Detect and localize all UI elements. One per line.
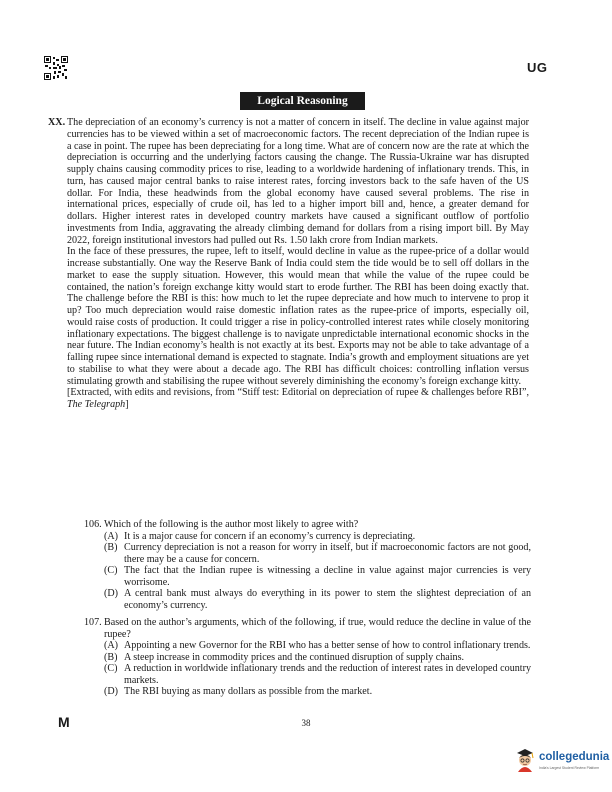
source-prefix: [Extracted, with edits and revisions, from “Stiff test: Editorial on depreciation of rupee & challenges before RBI”, — [67, 387, 529, 399]
question-text: Based on the author’s arguments, which of the following, if true, would reduce the decline in value of the rupee? — [104, 617, 531, 640]
logo-tagline: India's Largest Student Review Platform — [539, 766, 600, 770]
option-label: (D) — [104, 686, 119, 697]
option-label: (B) — [104, 542, 118, 553]
option-d — [104, 588, 531, 611]
option-text: It is a major cause for concern if an economy’s currency is depreciating. — [124, 530, 416, 542]
passage-paragraph-1: The depreciation of an economy’s currency is not a matter of concern in itself. The decline in value against major currencies has to be viewed within a set of macroeconomic factors. The recent depreciation of the Indian rupee is a case in point. The rupee has been depreciating for a long time. What are of concern now are the rate at which the depreciation is occurring and the underlying factors causing the change. The Russia-Ukraine war has disrupted supply chains causing commodity prices to rise, leading to a worldwide hardening of inflationary trends. This, in turn, has caused major central banks to raise interest rates, forcing investors back to the safe haven of the US dollar. For India, these headwinds from the global economy have caused several problems. The rise in international prices, especially of crude oil, has led to a higher import bill and, hence, a greater demand for dollars. Higher interest rates in developed country markets have caused a significant outflow of portfolio investments from India, aggravating the already climbing demand for dollars from a rising import bill. By May 2022, foreign institutional investors had pulled out Rs. 1.50 lakh crore from Indian markets. — [67, 117, 529, 246]
option-label: (C) — [104, 565, 118, 576]
source-suffix: ] — [125, 399, 129, 410]
option-label: (D) — [104, 588, 119, 599]
option-label: (A) — [104, 640, 119, 651]
option-text: A reduction in worldwide inflationary trends and the reduction of interest rates in developed country markets. — [124, 663, 531, 686]
option-c — [104, 663, 531, 686]
passage — [48, 117, 529, 411]
option-label: (C) — [104, 663, 118, 674]
option-text: A steep increase in commodity prices and the continued disruption of supply chains. — [124, 651, 465, 663]
source-publication: The Telegraph — [67, 399, 126, 410]
option-label: (A) — [104, 530, 119, 542]
option-text: The fact that the Indian rupee is witnessing a decline in value against major currencies is very worrisome. — [124, 565, 531, 588]
mascot-icon — [512, 745, 538, 775]
question-number: 107. — [84, 617, 102, 628]
booklet-code: M — [58, 714, 70, 730]
question-107 — [84, 617, 531, 698]
option-b — [104, 652, 531, 664]
option-a — [104, 640, 531, 652]
question-list — [84, 519, 531, 698]
qr-code-icon — [44, 56, 68, 80]
option-text: Currency depreciation is not a reason for worry in itself, but if macroeconomic factors are not good, there may be a cause for concern. — [124, 542, 531, 565]
option-text: A central bank must always do everything in its power to stem the slightest depreciation of an economy’s currency. — [124, 588, 531, 611]
option-text: Appointing a new Governor for the RBI who has a better sense of how to control inflationary trends. — [124, 640, 531, 651]
option-d — [104, 686, 531, 698]
section-title: Logical Reasoning — [240, 92, 365, 110]
option-c — [104, 565, 531, 588]
option-b — [104, 542, 531, 565]
question-106 — [84, 519, 531, 611]
option-a — [104, 531, 531, 543]
option-label: (B) — [104, 651, 118, 663]
question-text: Which of the following is the author most likely to agree with? — [104, 519, 359, 530]
logo-text: collegedunia — [539, 751, 610, 763]
option-text: The RBI buying as many dollars as possible from the market. — [124, 686, 373, 697]
passage-paragraph-2: In the face of these pressures, the rupee, left to itself, would decline in value as the rupee-price of a dollar would increase substantially. One way the Reserve Bank of India could stem the tide would be to sell off dollars in the market to ease the supply situation. However, this would mean that while the value of the rupee could be contained, the nation’s foreign exchange kitty would start to erode further. The RBI has been doing exactly that. The challenge before the RBI is this: how much to let the rupee depreciate and how much to intervene to prop it up? Too much depreciation would raise domestic inflation rates as the rupee-price of imports, especially oil, would raise costs of production. It could trigger a rise in policy-controlled interest rates while closely monitoring inflationary expectations. The biggest challenge is to navigate unpredictable international economic shocks in the near future. The Indian economy’s health is not exactly at its best. Exports may not be able to take advantage of a falling rupee since international demand is expected to stagnate. India’s growth and employment situations are yet to stabilise to what they were about a decade ago. The RBI has difficult choices: controlling inflation versus stimulating growth and stabilising the rupee without severely diminishing the economy’s foreign exchange kitty. — [67, 246, 529, 387]
passage-source — [67, 387, 529, 411]
passage-id: XX. — [48, 117, 66, 128]
page-number: 38 — [301, 718, 311, 728]
collegedunia-logo — [512, 745, 610, 777]
paper-code: UG — [527, 60, 548, 75]
question-number: 106. — [84, 519, 102, 530]
